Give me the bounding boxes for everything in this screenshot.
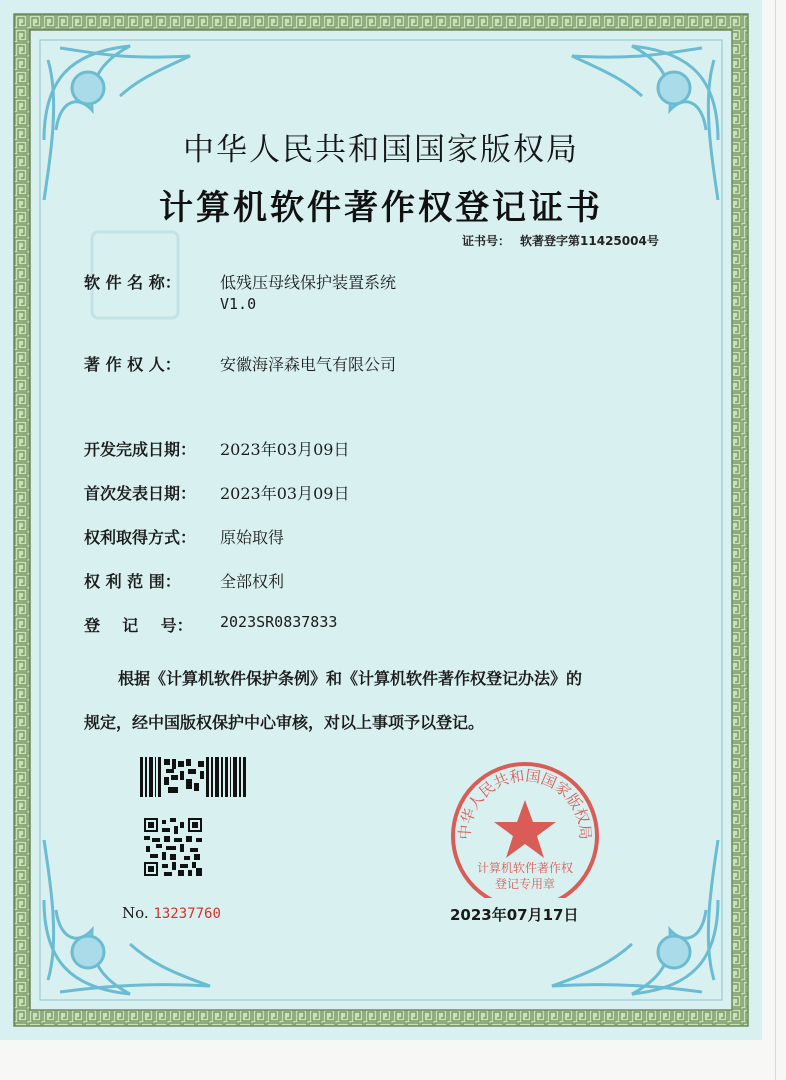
statement-line-2: 规定，经中国版权保护中心审核，对以上事项予以登记。	[84, 713, 485, 732]
official-seal	[440, 748, 610, 898]
field-value: 安徽海泽森电气有限公司	[220, 355, 397, 374]
field-value: 2023年03月09日	[220, 484, 350, 503]
field-label: 权 利 范 围：	[84, 572, 181, 591]
field-label: 软 件 名 称：	[84, 273, 181, 292]
serial-number-value: 13237760	[153, 906, 221, 922]
qr-code	[144, 818, 202, 876]
software-name-value: 低残压母线保护装置系统	[220, 273, 397, 292]
seal-star-icon	[494, 800, 556, 858]
field-value: 2023年03月09日	[220, 440, 350, 459]
field-label: 登 记 号：	[84, 616, 193, 635]
field-publication-date	[84, 481, 349, 504]
issuing-authority: 中华人民共和国国家版权局	[183, 132, 579, 168]
issue-date: 2023年07月17日	[450, 906, 579, 924]
certificate-title: 计算机软件著作权登记证书	[159, 188, 603, 228]
field-value: 全部权利	[220, 572, 285, 591]
certificate-number-value: 软著登字第11425004号	[520, 234, 659, 248]
field-value: 原始取得	[220, 528, 285, 547]
field-value	[220, 270, 396, 313]
field-label: 首次发表日期：	[84, 484, 197, 503]
serial-number	[122, 904, 221, 922]
field-copyright-owner	[84, 352, 396, 375]
scan-margin-bottom	[0, 1040, 762, 1080]
serial-prefix: No.	[122, 904, 154, 922]
field-label: 开发完成日期：	[84, 440, 197, 459]
barcode	[140, 757, 248, 797]
scan-edge-line	[775, 0, 776, 1080]
inner-panel	[30, 30, 732, 1010]
field-software-name	[84, 270, 396, 313]
field-label: 著 作 权 人：	[84, 355, 181, 374]
seal-arc-path: 中华人民共和国国家版权局	[455, 766, 595, 841]
scan-margin-right	[762, 0, 786, 1080]
field-registration-number	[84, 613, 337, 636]
field-label: 权利取得方式：	[84, 528, 197, 547]
field-value: 2023SR0837833	[220, 613, 338, 631]
field-completion-date	[84, 437, 349, 460]
seal-line-2: 登记专用章	[494, 877, 556, 891]
field-acquisition-method	[84, 525, 284, 548]
field-rights-scope	[84, 569, 284, 592]
certificate-number	[462, 232, 659, 249]
certificate-number-label: 证书号：	[462, 234, 511, 248]
software-version: V1.0	[220, 295, 257, 313]
statement-line-1: 根据《计算机软件保护条例》和《计算机软件著作权登记办法》的	[118, 669, 583, 688]
seal-line-1: 计算机软件著作权	[476, 861, 574, 875]
